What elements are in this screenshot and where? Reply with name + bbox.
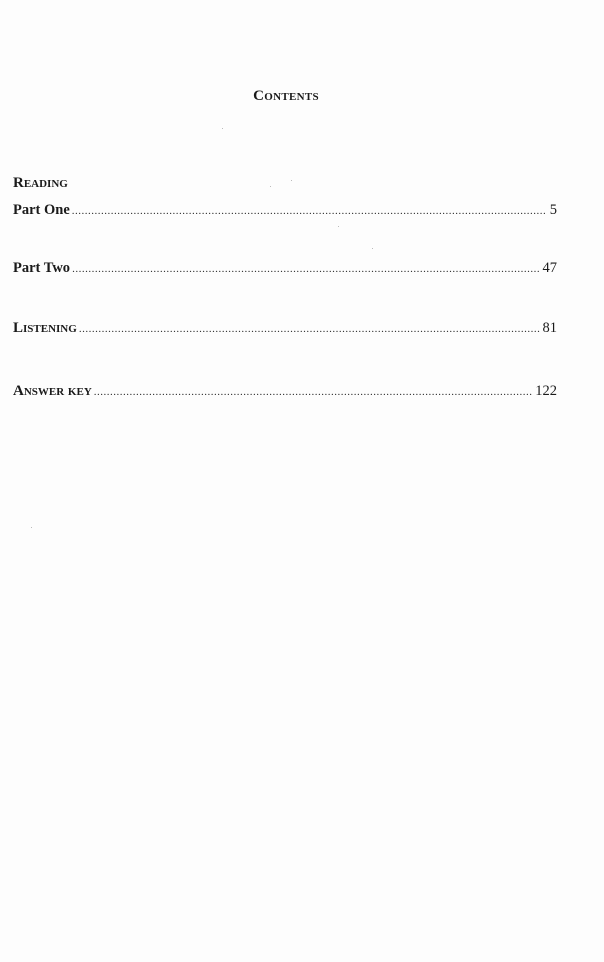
page-title: Contents <box>253 88 319 104</box>
scan-speck <box>338 226 339 227</box>
leader-dots <box>72 263 539 275</box>
leader-dots <box>79 323 540 335</box>
toc-entry-listening[interactable] <box>13 320 557 337</box>
toc-page-number: 81 <box>542 320 557 336</box>
scan-speck <box>291 180 292 181</box>
scan-speck <box>372 248 373 249</box>
scan-speck <box>222 128 223 129</box>
toc-page-number: 122 <box>535 383 557 399</box>
toc-entry-answer-key[interactable] <box>13 383 557 400</box>
toc-label: Listening <box>13 320 77 336</box>
leader-dots <box>94 386 532 398</box>
section-heading-reading: Reading <box>13 175 68 191</box>
toc-label: Part One <box>13 202 70 218</box>
toc-label: Part Two <box>13 260 71 276</box>
leader-dots <box>72 205 547 217</box>
toc-label: Answer key <box>13 383 92 399</box>
toc-page-number: 47 <box>542 260 557 276</box>
toc-entry-part-two[interactable] <box>13 260 557 277</box>
scan-speck <box>31 527 32 528</box>
toc-page-number: 5 <box>549 202 557 218</box>
toc-entry-part-one[interactable] <box>13 202 557 219</box>
scan-speck <box>270 186 271 187</box>
